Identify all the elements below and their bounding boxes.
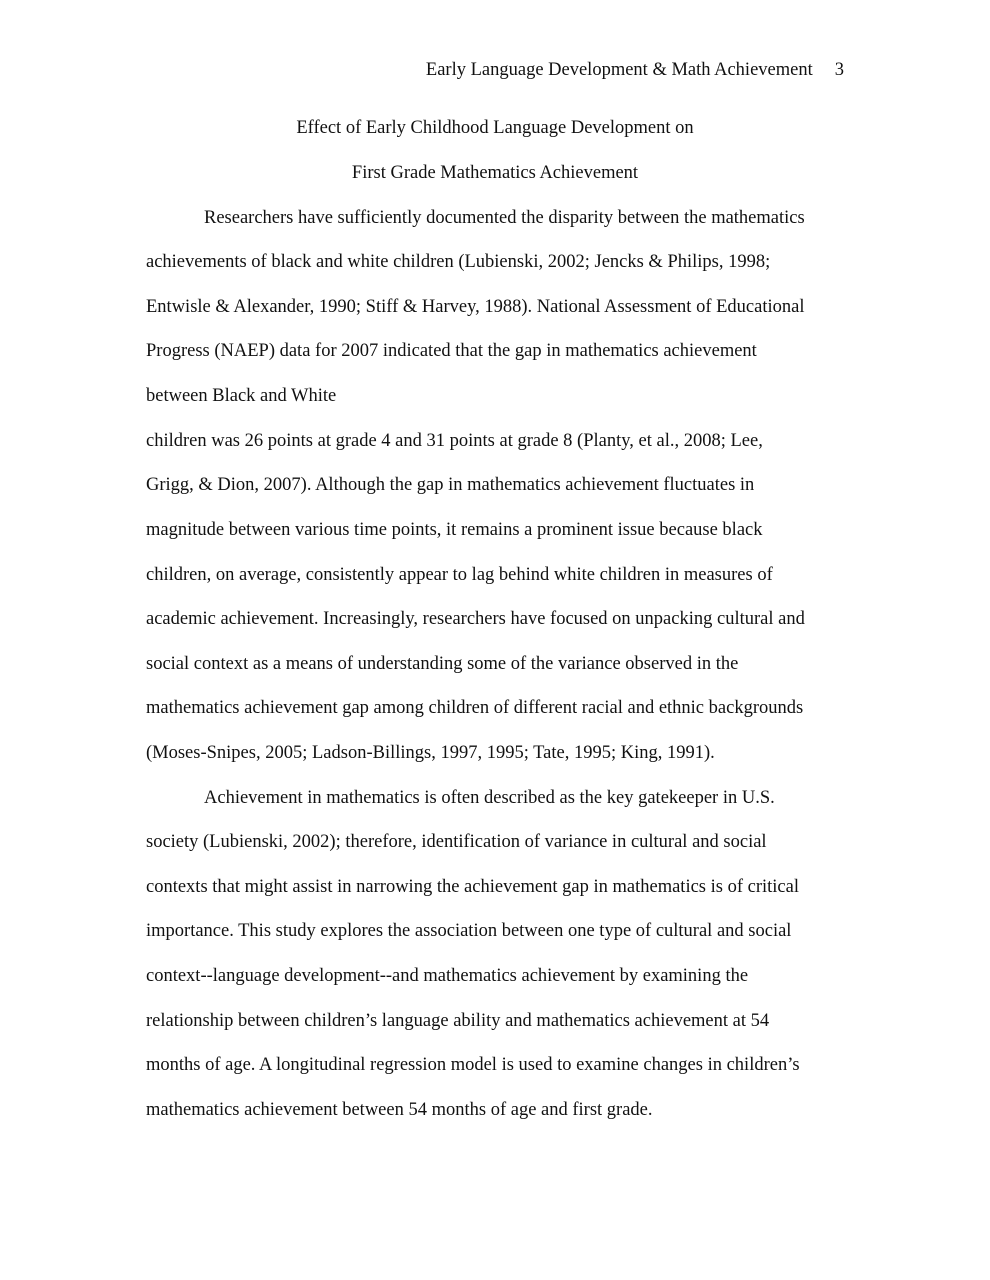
body-text-line: mathematics achievement between 54 months of age and first grade.: [146, 1100, 653, 1120]
body-text-line: Achievement in mathematics is often described as the key gatekeeper in U.S.: [204, 788, 775, 808]
body-text-line: Researchers have sufficiently documented the disparity between the mathematics: [204, 208, 805, 228]
body-text-line: children, on average, consistently appear to lag behind white children in measures of: [146, 565, 773, 585]
body-text-line: relationship between children’s language ability and mathematics achievement at 54: [146, 1011, 770, 1031]
paper-title-line-2: First Grade Mathematics Achievement: [351, 163, 639, 183]
body-text-line: context--language development--and mathematics achievement by examining the: [146, 966, 749, 986]
running-head: [426, 58, 844, 82]
body-text-line: Progress (NAEP) data for 2007 indicated that the gap in mathematics achievement: [146, 341, 757, 361]
paper-title-line-1: Effect of Early Childhood Language Development on: [296, 118, 694, 138]
body-text-line: children was 26 points at grade 4 and 31 points at grade 8 (Planty, et al., 2008; Lee,: [146, 431, 763, 451]
body-text-line: Grigg, & Dion, 2007). Although the gap in mathematics achievement fluctuates in: [146, 475, 755, 495]
body-text-line: achievements of black and white children (Lubienski, 2002; Jencks & Philips, 1998;: [146, 252, 771, 272]
body-text-line: importance. This study explores the association between one type of cultural and social: [146, 921, 792, 941]
body-text-line: (Moses-Snipes, 2005; Ladson-Billings, 1997, 1995; Tate, 1995; King, 1991).: [146, 743, 715, 763]
body-text-line: months of age. A longitudinal regression model is used to examine changes in children’s: [146, 1055, 800, 1075]
running-head-title: Early Language Development & Math Achievement: [425, 60, 813, 80]
body-text-line: between Black and White: [146, 386, 337, 406]
page-number: 3: [834, 60, 844, 80]
body-text-line: academic achievement. Increasingly, researchers have focused on unpacking cultural and: [146, 609, 805, 629]
body-text-line: contexts that might assist in narrowing the achievement gap in mathematics is of critical: [146, 877, 799, 897]
body-text-line: magnitude between various time points, it remains a prominent issue because black: [146, 520, 763, 540]
body-text-line: Entwisle & Alexander, 1990; Stiff & Harvey, 1988). National Assessment of Educational: [146, 297, 805, 317]
body-text-line: society (Lubienski, 2002); therefore, identification of variance in cultural and social: [146, 832, 767, 852]
body-text-line: social context as a means of understanding some of the variance observed in the: [146, 654, 739, 674]
body-text-line: mathematics achievement gap among children of different racial and ethnic backgrounds: [146, 698, 804, 718]
